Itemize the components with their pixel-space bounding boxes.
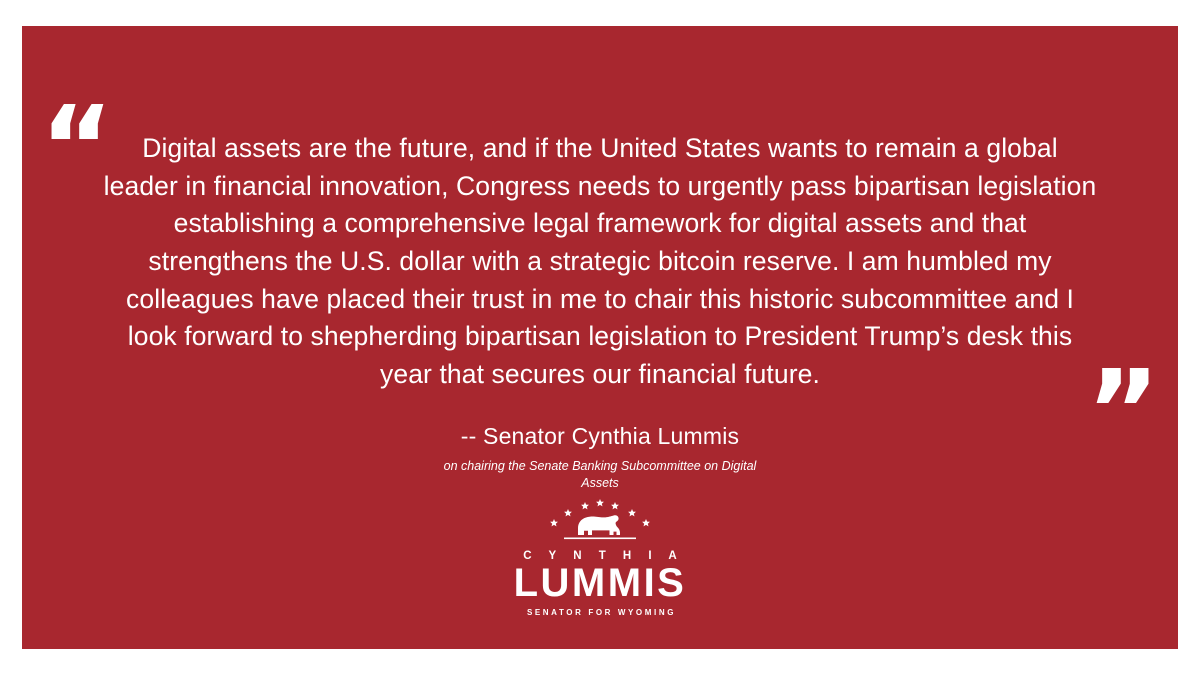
closing-quote-icon: ” [1086,347,1156,477]
logo-last-name: LUMMIS [513,561,687,605]
attribution-name: -- Senator Cynthia Lummis [460,423,740,450]
quote-block [95,26,1105,492]
quote-card [22,26,1178,649]
opening-quote-icon: “ [40,83,110,213]
logo-first-name: C Y N T H I A [523,550,684,562]
lummis-logo [22,493,1178,617]
quote-text: Digital assets are the future, and if the United States wants to remain a global leader in financial innovation, Congress needs to urgently pass bipartisan legislation establishing a comprehensive legal framework for digital assets and that strengthens the U.S. dollar with a strategic bitcoin reserve. I am humbled my colleagues have placed their trust in me to chair this historic subcommittee and I look forward to shepherding bipartisan legislation to President Trump’s desk this year that secures our financial future. [103,133,1097,389]
logo-tagline: SENATOR FOR WYOMING [526,608,677,617]
bison-emblem-icon [520,493,680,549]
attribution-context: on chairing the Senate Banking Subcommittee on Digital Assets [443,459,757,491]
attribution [95,423,1105,492]
